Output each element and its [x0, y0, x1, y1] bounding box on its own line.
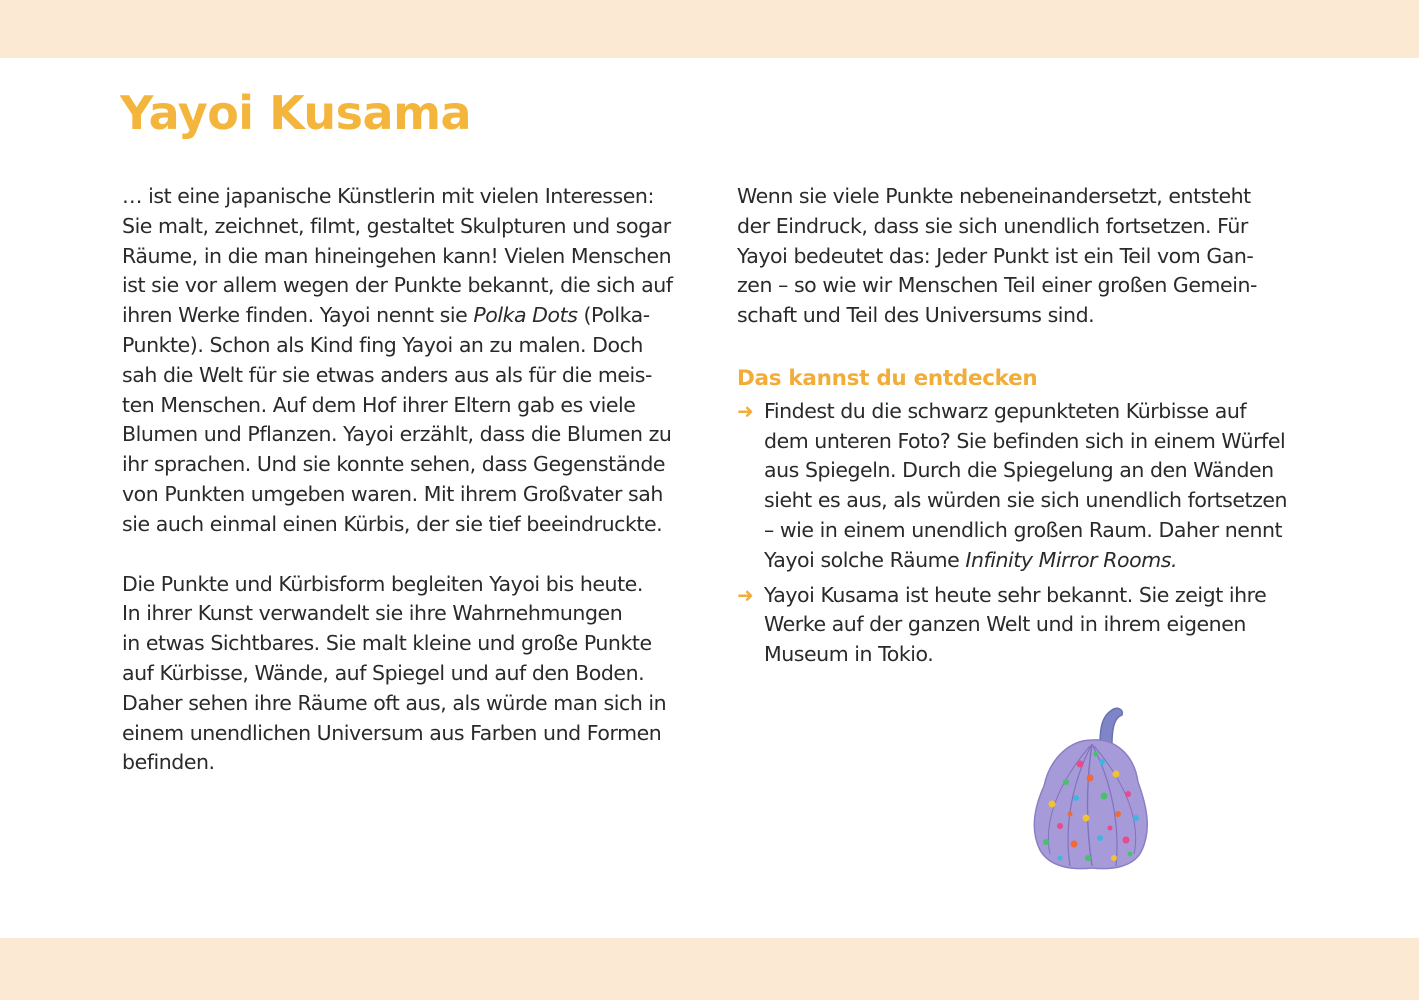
text-line: dem unteren Foto? Sie befinden sich in einem Würfel — [764, 428, 1286, 453]
paragraph-intro — [122, 182, 687, 540]
section-heading: Das kannst du entdecken — [737, 365, 1038, 391]
text-line: sieht es aus, als würden sie sich unendlich fortsetzen — [764, 488, 1288, 513]
text-line: befinden. — [122, 750, 215, 775]
bottom-band — [0, 938, 1419, 1000]
text-line: einem unendlichen Universum aus Farben und Formen — [122, 720, 662, 745]
text-line: – wie in einem unendlich großen Raum. Daher nennt — [764, 517, 1283, 542]
text-line: Werke auf der ganzen Welt und in ihrem eigenen — [764, 612, 1246, 637]
text-line: ten Menschen. Auf dem Hof ihrer Eltern gab es viele — [122, 392, 636, 417]
text-line: von Punkten umgeben waren. Mit ihrem Großvater sah — [122, 481, 663, 506]
paragraph-gap — [122, 540, 687, 570]
text-line: Yayoi bedeutet das: Jeder Punkt ist ein Teil vom Gan- — [737, 243, 1254, 268]
left-column — [122, 182, 687, 778]
text-line: sie auch einmal einen Kürbis, der sie tief beeindruckte. — [122, 511, 663, 536]
text-line: Die Punkte und Kürbisform begleiten Yayoi bis heute. — [122, 571, 643, 596]
text-fragment: Yayoi solche Räume — [764, 547, 966, 572]
discover-list — [737, 397, 1307, 670]
text-line: aus Spiegeln. Durch die Spiegelung an den Wänden — [764, 458, 1274, 483]
arrow-right-icon: ➜ — [737, 582, 754, 607]
pumpkin-illustration — [1030, 704, 1154, 872]
right-column — [737, 182, 1307, 675]
text-line: Yayoi Kusama ist heute sehr bekannt. Sie zeigt ihre — [764, 582, 1267, 607]
infinity-mirror-rooms-term: Infinity Mirror Rooms. — [965, 547, 1178, 572]
text-line: Daher sehen ihre Räume oft aus, als würde man sich in — [122, 690, 667, 715]
text-fragment: ihren Werke finden. Yayoi nennt sie — [122, 303, 474, 328]
page — [0, 58, 1419, 938]
text-line: der Eindruck, dass sie sich unendlich fortsetzen. Für — [737, 213, 1248, 238]
top-band — [0, 0, 1419, 58]
paragraph-punkte-universum — [737, 182, 1307, 331]
text-fragment: (Polka- — [577, 303, 650, 328]
text-line: In ihrer Kunst verwandelt sie ihre Wahrnehmungen — [122, 601, 623, 626]
text-line: Räume, in die man hineingehen kann! Vielen Menschen — [122, 243, 672, 268]
text-line: Sie malt, zeichnet, filmt, gestaltet Skulpturen und sogar — [122, 213, 671, 238]
text-line: auf Kürbisse, Wände, auf Spiegel und auf den Boden. — [122, 660, 645, 685]
text-line: ist sie vor allem wegen der Punkte bekannt, die sich auf — [122, 273, 673, 298]
paragraph-punkte — [122, 570, 687, 779]
text-line: zen – so wie wir Menschen Teil einer großen Gemein- — [737, 273, 1257, 298]
pumpkin-stem — [1100, 708, 1122, 744]
text-line: Blumen und Pflanzen. Yayoi erzählt, dass die Blumen zu — [122, 422, 672, 447]
page-title: Yayoi Kusama — [120, 86, 472, 140]
text-line: Wenn sie viele Punkte nebeneinandersetzt, entsteht — [737, 184, 1251, 208]
text-line: ihr sprachen. Und sie konnte sehen, dass Gegenstände — [122, 452, 666, 477]
text-line: schaft und Teil des Universums sind. — [737, 303, 1095, 328]
text-line: Museum in Tokio. — [764, 642, 934, 667]
list-item — [737, 397, 1307, 576]
text-line — [122, 301, 687, 331]
list-item — [737, 581, 1307, 670]
arrow-right-icon: ➜ — [737, 398, 754, 423]
text-line: Punkte). Schon als Kind fing Yayoi an zu malen. Doch — [122, 332, 643, 357]
text-line: Findest du die schwarz gepunkteten Kürbisse auf — [764, 398, 1247, 423]
text-line: … ist eine japanische Künstlerin mit vielen Interessen: — [122, 184, 654, 208]
text-line: sah die Welt für sie etwas anders aus als für die meis- — [122, 362, 652, 387]
text-line — [764, 546, 1307, 576]
polka-dots-term: Polka Dots — [473, 303, 578, 328]
text-line: in etwas Sichtbares. Sie malt kleine und große Punkte — [122, 631, 652, 656]
